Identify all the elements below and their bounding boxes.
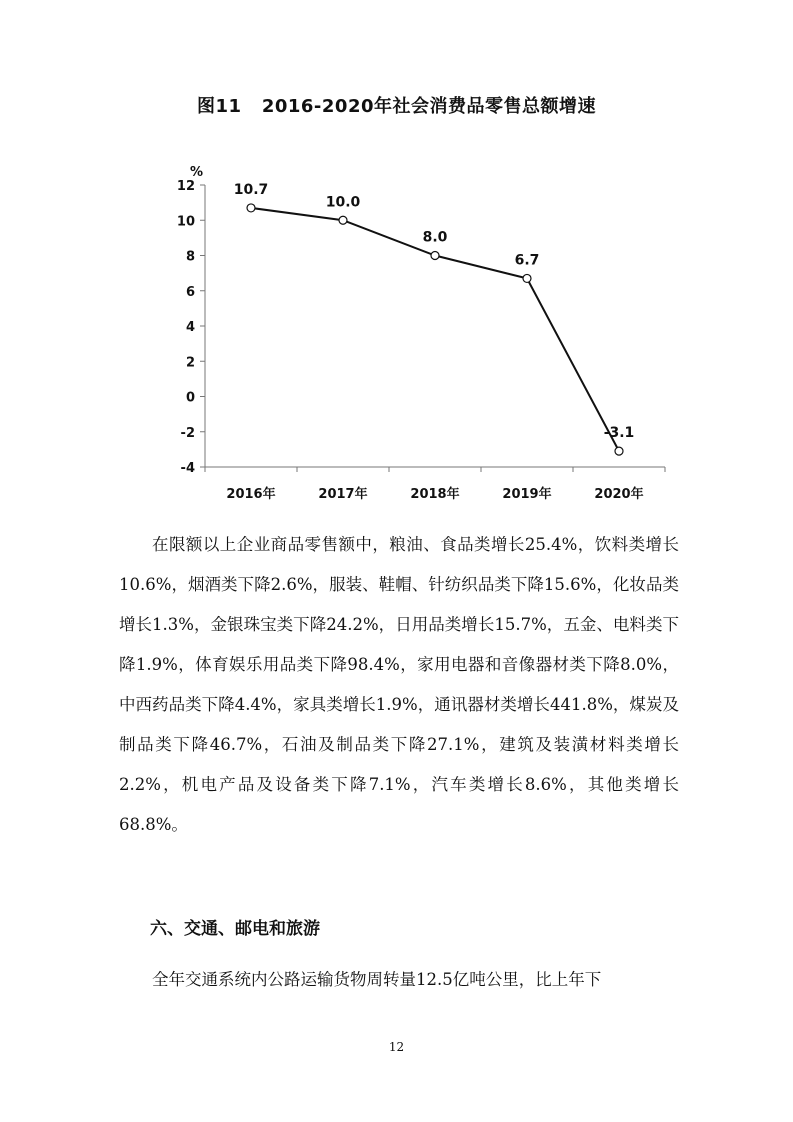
page-number: 12 (388, 1040, 405, 1054)
data-label: 10.0 (325, 194, 361, 211)
paragraph-1-text: 在限额以上企业商品零售额中，粮油、食品类增长25.4%，饮料类增长10.6%，烟酒类下降2.6%，服装、鞋帽、针纺织品类下降15.6%，化妆品类增长1.3%，金银珠宝类下降24.2%，日用品类增长15.7%，五金、电料类下降1.9%，体育娱乐用品类下降98.4%，家用电器和音像器材类下降8.0%，中西药品类下降4.4%，家具类增长1.9%，通讯器材类增长441.8%，煤炭及制品类下降46.7%，石油及制品类下降27.1%，建筑及装潢材料类增长2.2%，机电产品及设备类下降7.1%，汽车类增长8.6%，其他类增长68.8%。 (119, 535, 679, 834)
x-tick-label: 2016年 (226, 487, 276, 502)
y-tick-label: 8 (185, 249, 195, 265)
y-axis-unit-label: % (190, 165, 204, 180)
y-tick-label: 12 (176, 179, 195, 194)
data-label: -3.1 (603, 425, 635, 442)
data-point (615, 447, 623, 455)
data-point (523, 274, 531, 282)
x-tick-label: 2018年 (410, 487, 460, 502)
y-tick-label: 2 (185, 355, 195, 371)
data-label: 10.7 (233, 181, 269, 198)
paragraph-retail-categories (119, 525, 679, 845)
paragraph-transport (119, 960, 679, 1000)
y-tick-label: 10 (176, 214, 195, 230)
y-tick-label: 0 (185, 390, 195, 406)
data-point (431, 252, 439, 260)
data-label: 6.7 (514, 252, 540, 269)
y-ticks-group (177, 179, 205, 476)
x-tick-label: 2019年 (502, 487, 552, 502)
data-label: 8.0 (422, 229, 448, 246)
line-chart (150, 150, 690, 520)
x-tick-label: 2020年 (594, 487, 644, 502)
paragraph-2-text: 全年交通系统内公路运输货物周转量12.5亿吨公里，比上年下 (152, 970, 602, 989)
y-tick-label: -4 (180, 461, 195, 476)
y-tick-label: -2 (180, 425, 195, 441)
section-heading: 六、交通、邮电和旅游 (150, 919, 320, 939)
y-tick-label: 4 (185, 320, 195, 335)
y-tick-label: 6 (185, 284, 195, 300)
data-labels-group (234, 182, 635, 441)
data-point (247, 204, 255, 212)
x-tick-label: 2017年 (318, 487, 368, 502)
figure-title: 图11 2016-2020年社会消费品零售总额增速 (196, 96, 596, 117)
data-point (339, 216, 347, 224)
x-ticks-group (205, 467, 665, 502)
